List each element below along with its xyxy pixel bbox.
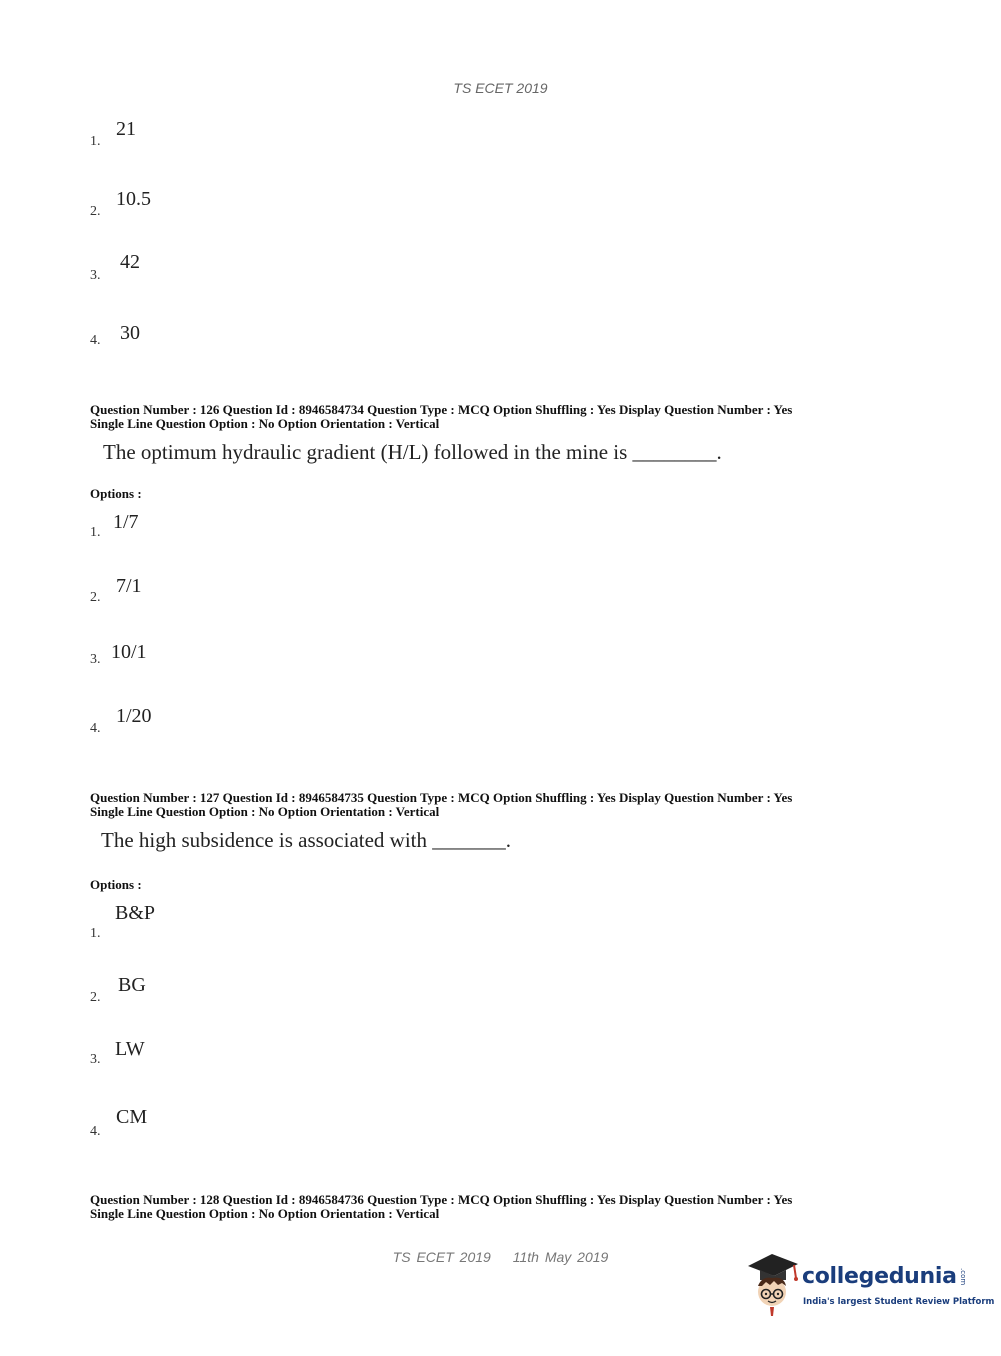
collegedunia-logo <box>742 1250 995 1320</box>
option-number: 1. <box>90 926 101 941</box>
logo-domain: .com <box>959 1268 967 1286</box>
option-value: 7/1 <box>116 575 142 597</box>
question-meta: Question Number : 128 Question Id : 8946584736 Question Type : MCQ Option Shuffling : Yes Display Question Number : Yes <box>90 1192 793 1207</box>
question-text: The optimum hydraulic gradient (H/L) followed in the mine is ________. <box>103 440 722 464</box>
option-number: 3. <box>90 652 101 667</box>
option-value: 1/20 <box>116 705 152 727</box>
logo-tagline: India's largest Student Review Platform <box>803 1297 995 1307</box>
option-value: LW <box>115 1038 145 1060</box>
option-number: 4. <box>90 721 101 736</box>
logo-wordmark: collegedunia <box>802 1264 957 1289</box>
option-number: 1. <box>90 134 101 149</box>
option-value: 10.5 <box>116 188 151 210</box>
question-meta: Question Number : 127 Question Id : 8946584735 Question Type : MCQ Option Shuffling : Yes Display Question Number : Yes <box>90 790 793 805</box>
option-value: 21 <box>116 118 136 140</box>
option-value: 30 <box>120 322 140 344</box>
footer-date: 11th May 2019 <box>512 1249 609 1265</box>
option-number: 2. <box>90 590 101 605</box>
option-value: BG <box>118 974 146 996</box>
option-value: B&P <box>115 902 156 924</box>
question-meta: Single Line Question Option : No Option Orientation : Vertical <box>90 804 440 819</box>
options-label: Options : <box>90 877 142 892</box>
footer-exam: TS ECET 2019 <box>392 1249 491 1265</box>
option-value: 10/1 <box>111 641 147 663</box>
option-number: 4. <box>90 333 101 348</box>
question-meta: Single Line Question Option : No Option Orientation : Vertical <box>90 416 440 431</box>
question-meta: Question Number : 126 Question Id : 8946584734 Question Type : MCQ Option Shuffling : Yes Display Question Number : Yes <box>90 402 793 417</box>
question-text: The high subsidence is associated with _______. <box>101 828 512 852</box>
option-value: 42 <box>120 251 140 273</box>
option-value: CM <box>116 1106 148 1128</box>
option-number: 3. <box>90 1052 101 1067</box>
option-number: 4. <box>90 1124 101 1139</box>
question-meta: Single Line Question Option : No Option Orientation : Vertical <box>90 1206 440 1221</box>
option-number: 1. <box>90 525 101 540</box>
option-number: 3. <box>90 268 101 283</box>
page-header: TS ECET 2019 <box>453 80 548 96</box>
option-number: 2. <box>90 204 101 219</box>
option-number: 2. <box>90 990 101 1005</box>
mascot-icon <box>742 1250 804 1316</box>
options-label: Options : <box>90 486 142 501</box>
option-value: 1/7 <box>113 511 139 533</box>
